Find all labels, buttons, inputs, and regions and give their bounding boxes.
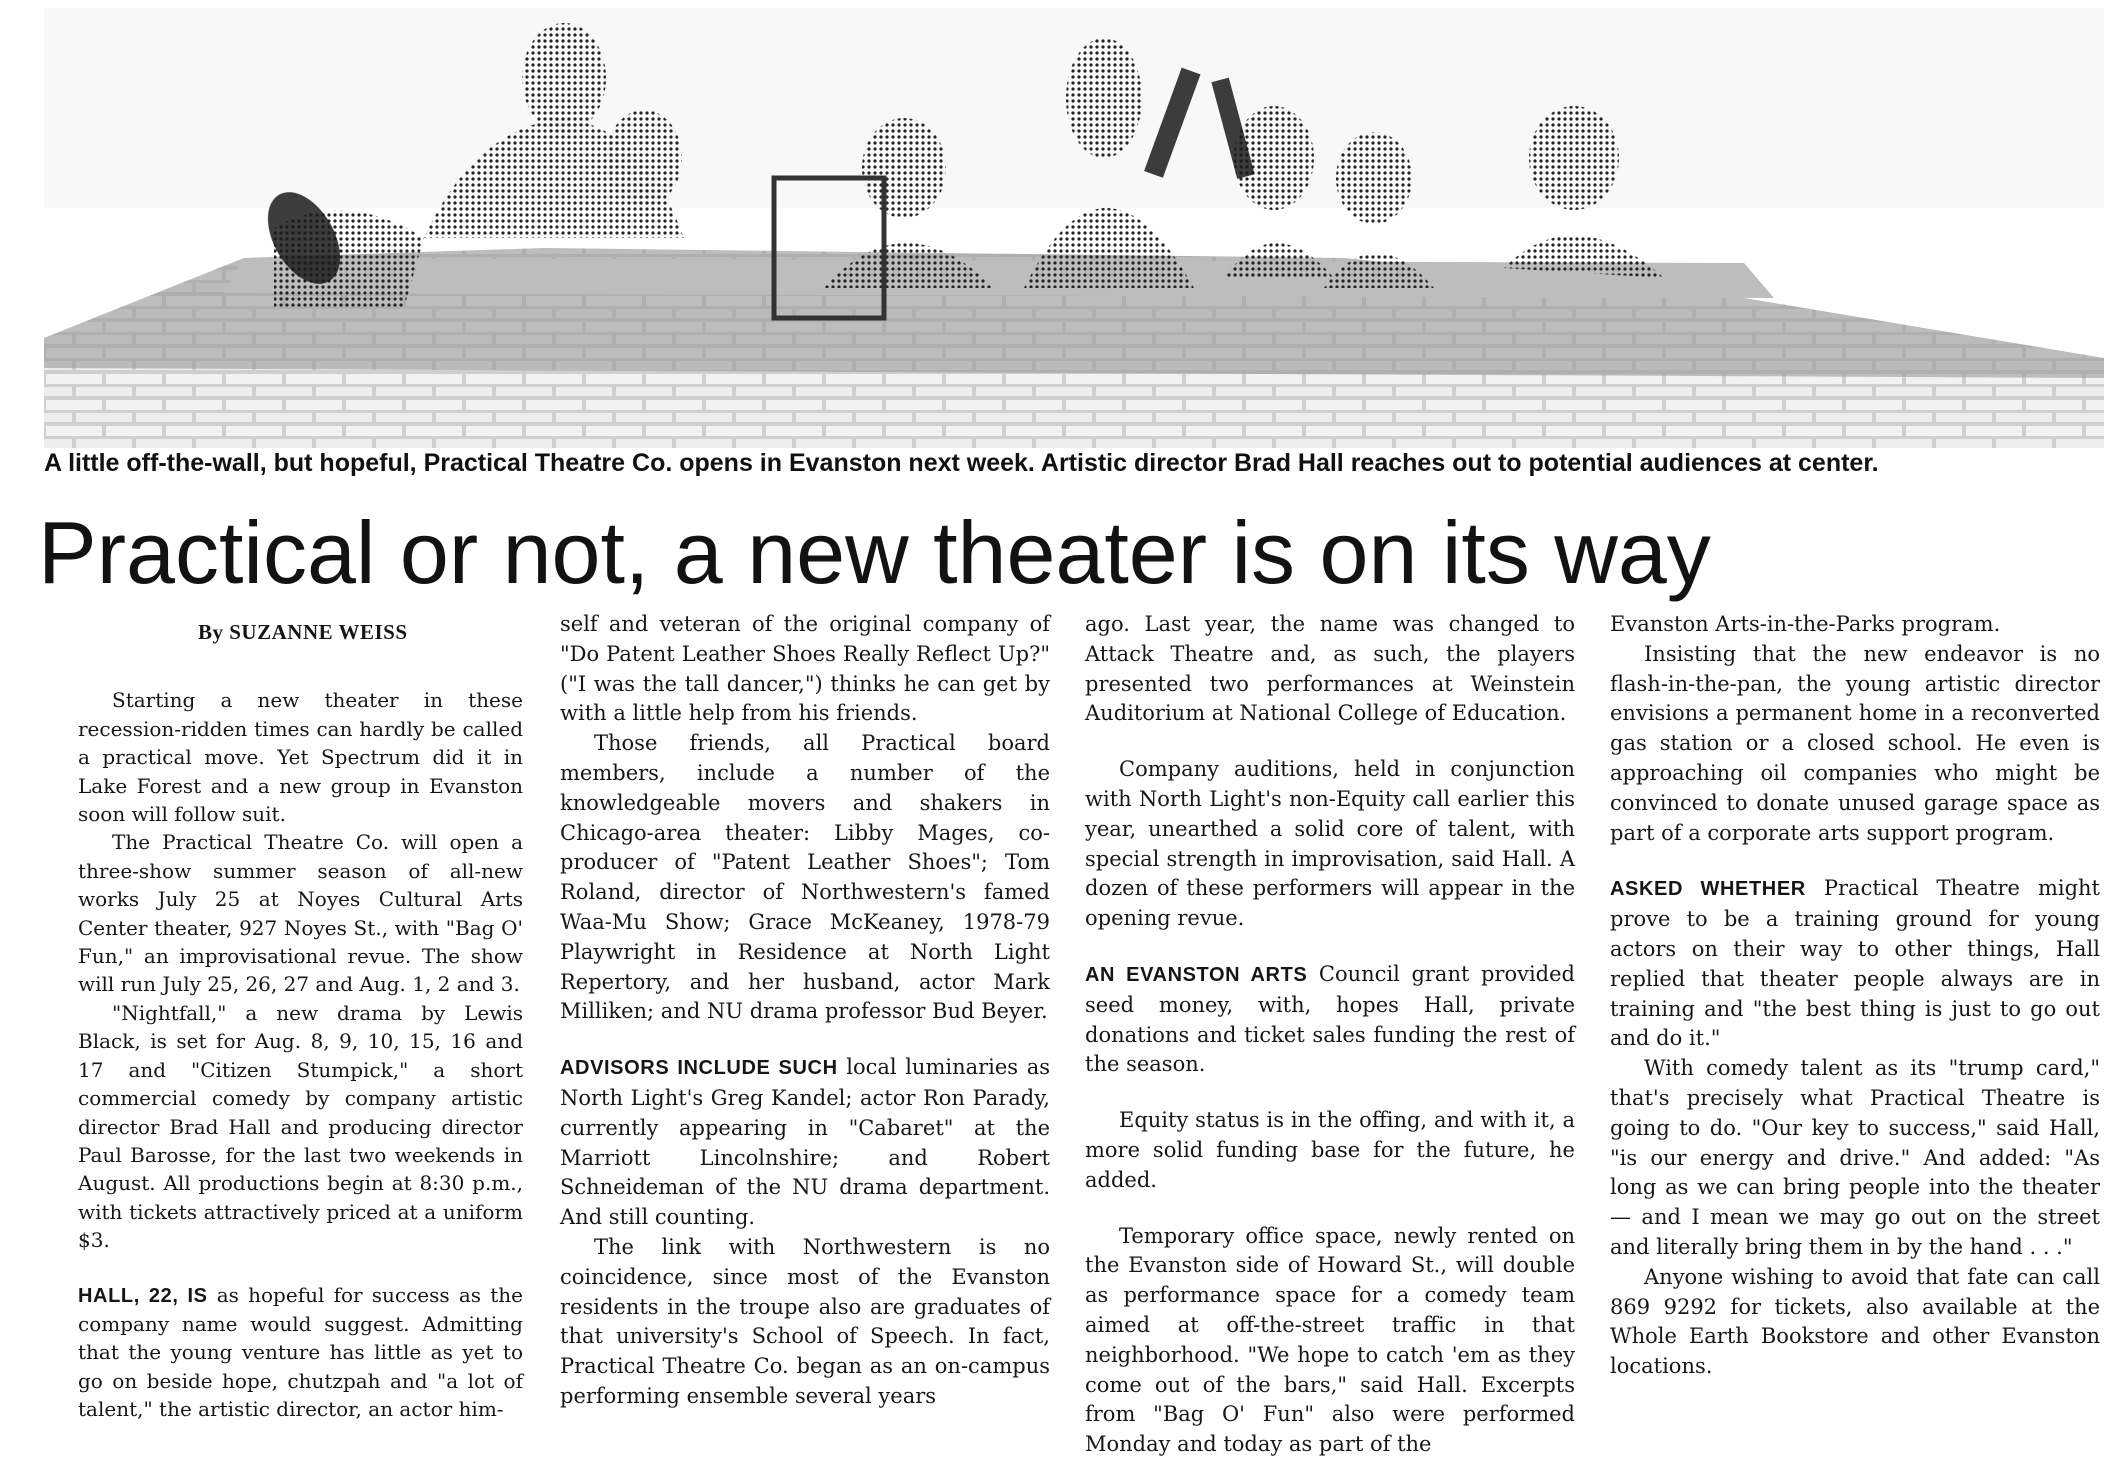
section-kicker: ADVISORS INCLUDE SUCH — [560, 1057, 838, 1080]
section-kicker: ASKED WHETHER — [1610, 878, 1806, 901]
paragraph-text: Equity status is in the offing, and with it, a more solid funding base for the future, he added. — [1085, 1108, 1575, 1192]
paragraph — [78, 828, 523, 998]
article-column-4 — [1610, 610, 2100, 1470]
paragraph — [1610, 1263, 2100, 1382]
paragraph-text: Council grant provided seed money, with, hopes Hall, private donations and ticket sales funding the rest of the season. — [1085, 961, 1575, 1077]
paragraph-text: Temporary office space, newly rented on the Evanston side of Howard St., will double as performance space for a comedy team aimed at off-the-street traffic in that neighborhood. "We hope to catch 'em as they come out of the bars," said Hall. Excerpts from "Bag O' Fun" also were performed Monday and today as part of the — [1085, 1223, 1575, 1457]
section-kicker: AN EVANSTON ARTS — [1085, 963, 1308, 986]
paragraph — [1085, 1222, 1575, 1460]
paragraph — [1610, 1054, 2100, 1263]
paragraph — [1085, 1106, 1575, 1195]
paragraph — [560, 610, 1050, 729]
paragraph-text: local luminaries as North Light's Greg Kandel; actor Ron Parady, currently appearing in "Cabaret" at the Marriott Lincolnshire; and Robert Schneideman of the NU drama department. And still counting. — [560, 1055, 1051, 1230]
headline: Practical or not, a new theater is on its way — [38, 503, 1711, 602]
paragraph — [560, 729, 1050, 1027]
paragraph — [1085, 755, 1575, 934]
paragraph-text: Anyone wishing to avoid that fate can call 869 9292 for tickets, also available at the Whole Earth Bookstore and other Evanston locations. — [1610, 1264, 2100, 1379]
article-column-1 — [78, 610, 523, 1470]
paragraph — [78, 999, 523, 1255]
section-kicker: HALL, 22, IS — [78, 1284, 208, 1307]
paragraph — [560, 1233, 1050, 1412]
performers-photo-image — [44, 8, 2104, 448]
paragraph-text: Insisting that the new endeavor is no flash-in-the-pan, the young artistic director envisions a permanent home in a reconverted gas station or a closed school. He even is approaching oil companies who might be convinced to donate unused garage space as part of a corporate arts support program. — [1610, 641, 2100, 845]
paragraph — [1085, 610, 1575, 729]
paragraph-text: ago. Last year, the name was changed to Attack Theatre and, as such, the players presented two performances at Weinstein Auditorium at National College of Education. — [1085, 612, 1575, 726]
paragraph-text: Starting a new theater in these recession-ridden times can hardly be called a practical move. Yet Spectrum did it in Lake Forest and a new group in Evanston soon will follow suit. — [78, 688, 523, 827]
paragraph-text: as hopeful for success as the company name would suggest. Admitting that the young venture has little as yet to go on beside hope, chutzpah and "a lot of talent," the artistic director, an actor him- — [78, 1282, 523, 1422]
article-column-3 — [1085, 610, 1575, 1470]
paragraph-text: Those friends, all Practical board members, include a number of the knowledgeable movers and shakers in Chicago-area theater: Libby Mages, co-producer of "Patent Leather Shoes"; Tom Roland, director of Northwestern's famed Waa-Mu Show; Grace McKeaney, 1978-79 Playwright in Residence at North Light Repertory, and her husband, actor Mark Milliken; and NU drama professor Bud Beyer. — [560, 731, 1050, 1024]
paragraph — [560, 1053, 1050, 1233]
article-column-2 — [560, 610, 1050, 1470]
paragraph-text: self and veteran of the original company of "Do Patent Leather Shoes Really Reflect Up?" ("I was the tall dancer,") thinks he can get by with a little help from his friends. — [560, 612, 1050, 726]
paragraph — [78, 1281, 523, 1424]
paragraph-text: Company auditions, held in conjunction with North Light's non-Equity call earlier this year, unearthed a solid core of talent, with special strength in improvisation, said Hall. A dozen of these performers will appear in the opening revue. — [1085, 757, 1575, 931]
paragraph-text: The link with Northwestern is no coincidence, since most of the Evanston residents in the troupe also are graduates of that university's School of Speech. In fact, Practical Theatre Co. began as an on-campus performing ensemble several years — [560, 1234, 1050, 1408]
article-photo — [44, 8, 2104, 448]
paragraph-text: The Practical Theatre Co. will open a three-show summer season of all-new works July 25 at Noyes Cultural Arts Center theater, 927 Noyes St., with "Bag O' Fun," an improvisational revue. The show will run July 25, 26, 27 and Aug. 1, 2 and 3. — [78, 830, 523, 997]
photo-caption: A little off-the-wall, but hopeful, Practical Theatre Co. opens in Evanston next week. Artistic director Brad Hall reaches out to potential audiences at center. — [44, 449, 1879, 477]
paragraph-text: Evanston Arts-in-the-Parks program. — [1610, 612, 2001, 636]
paragraph-text: "Nightfall," a new drama by Lewis Black, is set for Aug. 8, 9, 10, 15, 16 and 17 and "Citizen Stumpick," a short commercial comedy by company artistic director Brad Hall and producing director Paul Barosse, for the last two weekends in August. All productions begin at 8:30 p.m., with tickets attractively priced at a uniform $3. — [78, 1000, 523, 1253]
paragraph — [1610, 874, 2100, 1054]
paragraph — [1085, 960, 1575, 1080]
paragraph-text: With comedy talent as its "trump card," that's precisely what Practical Theatre is going to do. "Our key to success," said Hall, "is our energy and drive." And added: "As long as we can bring people into the theater — and I mean we may go out on the street and literally bring them in by the hand . . ." — [1610, 1056, 2100, 1259]
paragraph — [1610, 640, 2100, 849]
paragraph-text: Practical Theatre might prove to be a training ground for young actors on their way to other things, Hall replied that theater people always are in training and "the best thing is just to go out and do it." — [1610, 876, 2100, 1051]
byline: By SUZANNE WEISS — [198, 620, 408, 644]
paragraph — [78, 686, 523, 828]
paragraph — [1610, 610, 2100, 640]
